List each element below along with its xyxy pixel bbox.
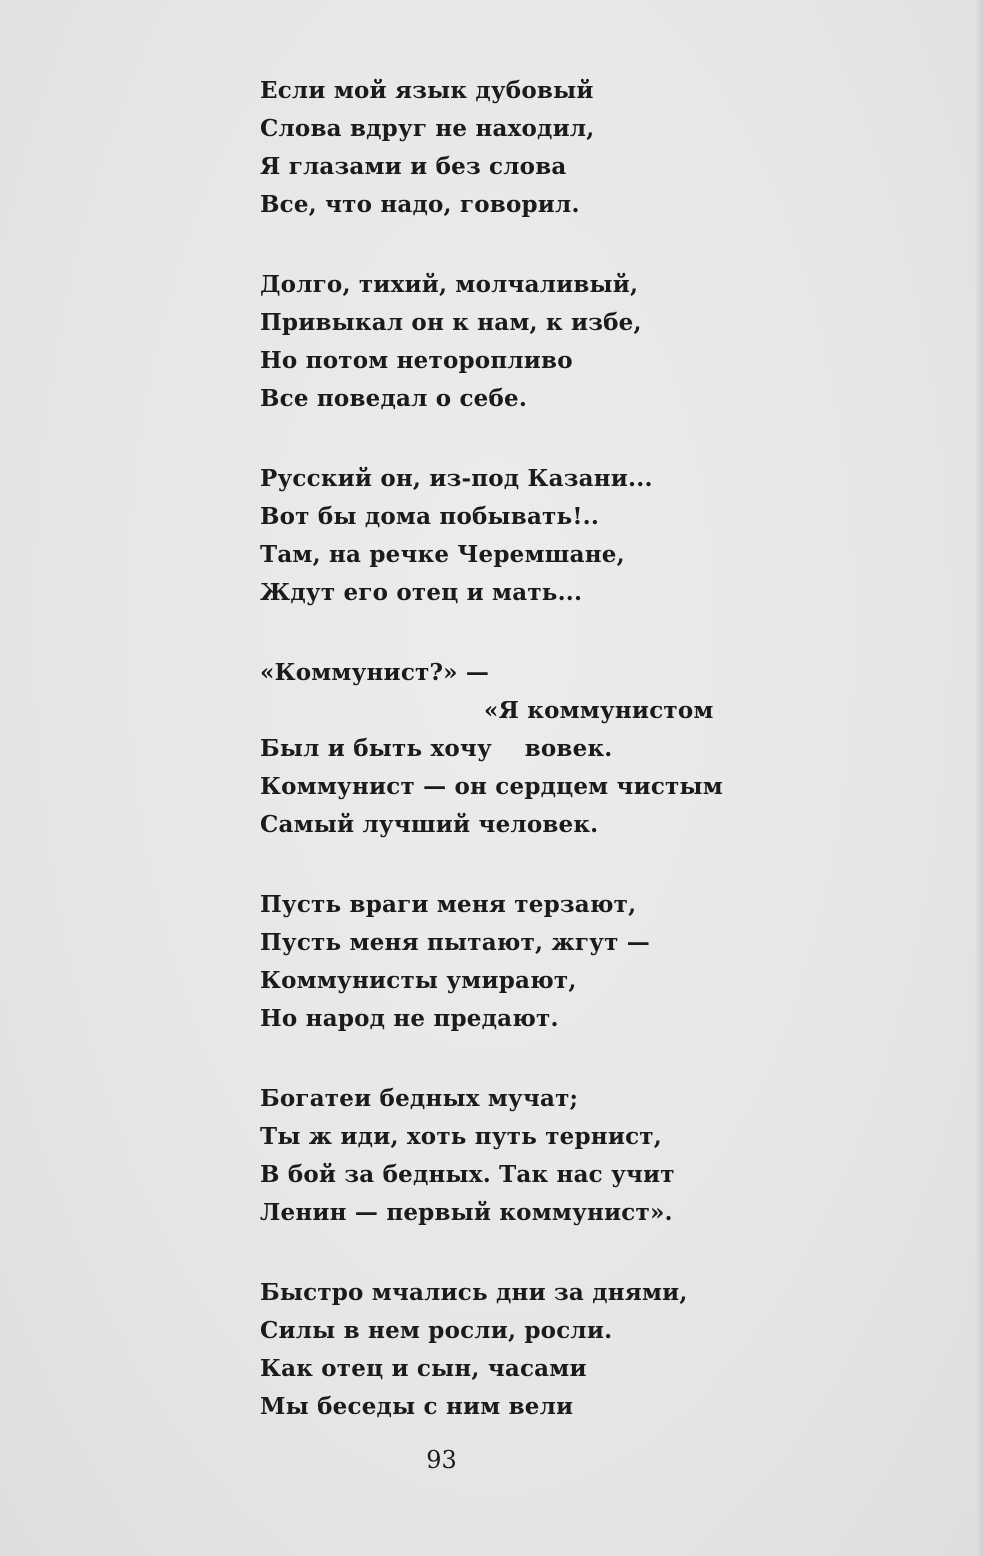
poem-line: Как отец и сын, часами xyxy=(260,1355,587,1382)
poem-text xyxy=(260,72,780,1468)
poem-line: Коммунист — он сердцем чистым xyxy=(260,773,723,800)
poem-line: Вот бы дома побывать!.. xyxy=(260,503,600,530)
stanza-1 xyxy=(260,72,780,224)
poem-line: Слова вдруг не находил, xyxy=(260,115,595,142)
stanza-4 xyxy=(260,654,780,844)
page-edge-shadow xyxy=(975,0,983,1556)
poem-line: Коммунисты умирают, xyxy=(260,967,577,994)
poem-line: Я глазами и без слова xyxy=(260,153,567,180)
stanza-3 xyxy=(260,460,780,612)
poem-line: Силы в нем росли, росли. xyxy=(260,1317,613,1344)
poem-line: Русский он, из-под Казани... xyxy=(260,465,653,492)
stanza-5 xyxy=(260,886,780,1038)
poem-line: Пусть меня пытают, жгут — xyxy=(260,929,650,956)
poem-line: Ты ж иди, хоть путь тернист, xyxy=(260,1123,662,1150)
stanza-2 xyxy=(260,266,780,418)
poem-line: Мы беседы с ним вели xyxy=(260,1393,574,1420)
stanza-6 xyxy=(260,1080,780,1232)
stanza-7 xyxy=(260,1274,780,1426)
poem-line: Самый лучший человек. xyxy=(260,811,599,838)
page-number: 93 xyxy=(426,1446,457,1474)
poem-line: Но потом неторопливо xyxy=(260,347,573,374)
poem-line: «Коммунист?» — xyxy=(260,659,490,686)
poem-line: Но народ не предают. xyxy=(260,1005,559,1032)
poem-line: Все, что надо, говорил. xyxy=(260,191,580,218)
poem-line: Если мой язык дубовый xyxy=(260,77,594,104)
poem-line-indented: «Я коммунистом xyxy=(484,697,714,724)
poem-line: Все поведал о себе. xyxy=(260,385,528,412)
poem-line: Долго, тихий, молчаливый, xyxy=(260,271,639,298)
poem-line: Пусть враги меня терзают, xyxy=(260,891,637,918)
poem-line: Был и быть хочу вовек. xyxy=(260,735,613,762)
poem-line: Ждут его отец и мать... xyxy=(260,579,583,606)
poem-line: Привыкал он к нам, к избе, xyxy=(260,309,642,336)
poem-line: Там, на речке Черемшане, xyxy=(260,541,625,568)
poem-line: Быстро мчались дни за днями, xyxy=(260,1279,688,1306)
poem-line: Ленин — первый коммунист». xyxy=(260,1199,673,1226)
poem-line: Богатеи бедных мучат; xyxy=(260,1085,579,1112)
poem-line: В бой за бедных. Так нас учит xyxy=(260,1161,675,1188)
